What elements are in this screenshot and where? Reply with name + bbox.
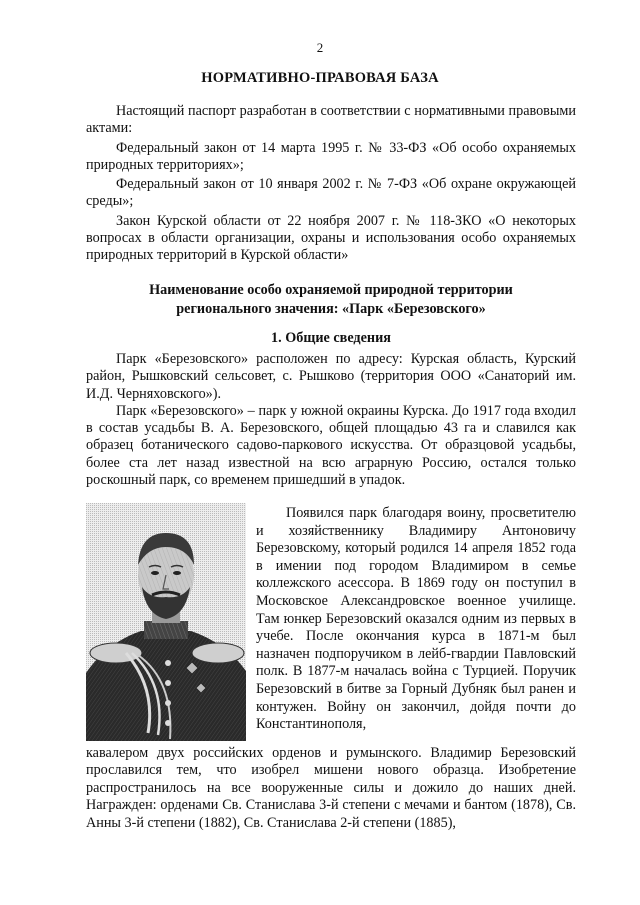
legal-intro: Настоящий паспорт разработан в соответствии с нормативными правовыми актами: [86,103,576,137]
paragraph-address: Парк «Березовского» расположен по адресу: Курская область, Курский район, Рышковский сельсовет, с. Рышково (территория ООО «Санаторий им. И.Д. Черняховского»). [86,351,576,402]
law-item-3: Закон Курской области от 22 ноября 2007 г. № 118-ЗКО «О некоторых вопросах в области организации, охраны и использования особо охраняемых природных территорий в Курской области» [86,212,576,264]
law-item-2: Федеральный закон от 10 января 2002 г. № 7-ФЗ «Об охране окружающей среды»; [86,176,576,210]
biography-continued-text [86,745,576,832]
general-info-block [86,351,576,489]
law-item-1: Федеральный закон от 14 марта 1995 г. № 33-ФЗ «Об особо охраняемых природных территориях»; [86,139,576,173]
heading-territory-line-1: Наименование особо охраняемой природной территории [149,282,513,298]
paragraph-biography-start: Появился парк благодаря воину, просветителю и хозяйственнику Владимиру Антоновичу Березовскому, который родился 14 апреля 1852 года в имении под городом Владимиром в семье коллежского асессора. В 1869 году он поступил в Московское Александровское военное училище. Там юнкер Березовский оказался одним из первых в учебе. После окончания курса в 1871-м был назначен подпоручиком в лейб-гвардии Павловский полк. В 1877-м началась война с Турцией. Поручик Березовский в битве за Горный Дубняк был ранен и контужен. Войну он закончил, дойдя почти до Константинополя, [256,505,576,733]
section-title-general: 1. Общие сведения [271,330,391,346]
page-number: 2 [316,40,324,55]
paragraph-park-history: Парк «Березовского» – парк у южной окраины Курска. До 1917 года входил в состав усадьбы В. А. Березовского, общей площадью 43 га и славился как образец ботанического садово-паркового искусства. От образцовой усадьбы, более ста лет назад известной на всю аграрную Россию, остался только роскошный парк, со временем пришедший в упадок. [86,402,576,489]
portrait-berezovsky-image [86,503,246,741]
paragraph-biography-continued: кавалером двух российских орденов и румынского. Владимир Березовский прославился тем, что изобрел мишени нового образца. Изобретение распространилось на все вооруженные силы и дожило до наших дней. Награжден: орденами Св. Станислава 3-й степени с мечами и бантом (1878), Св. Анны 3-й степени (1882), Св. Станислава 2-й степени (1885), [86,745,576,831]
heading-territory-line-2: регионального значения: «Парк «Березовского» [176,301,486,317]
heading-legal-base: НОРМАТИВНО-ПРАВОВАЯ БАЗА [201,70,439,86]
portrait-engraving [86,503,246,741]
legal-acts-block [86,103,576,265]
biography-wrapped-text [256,505,576,734]
heading-territory-name [86,281,576,319]
